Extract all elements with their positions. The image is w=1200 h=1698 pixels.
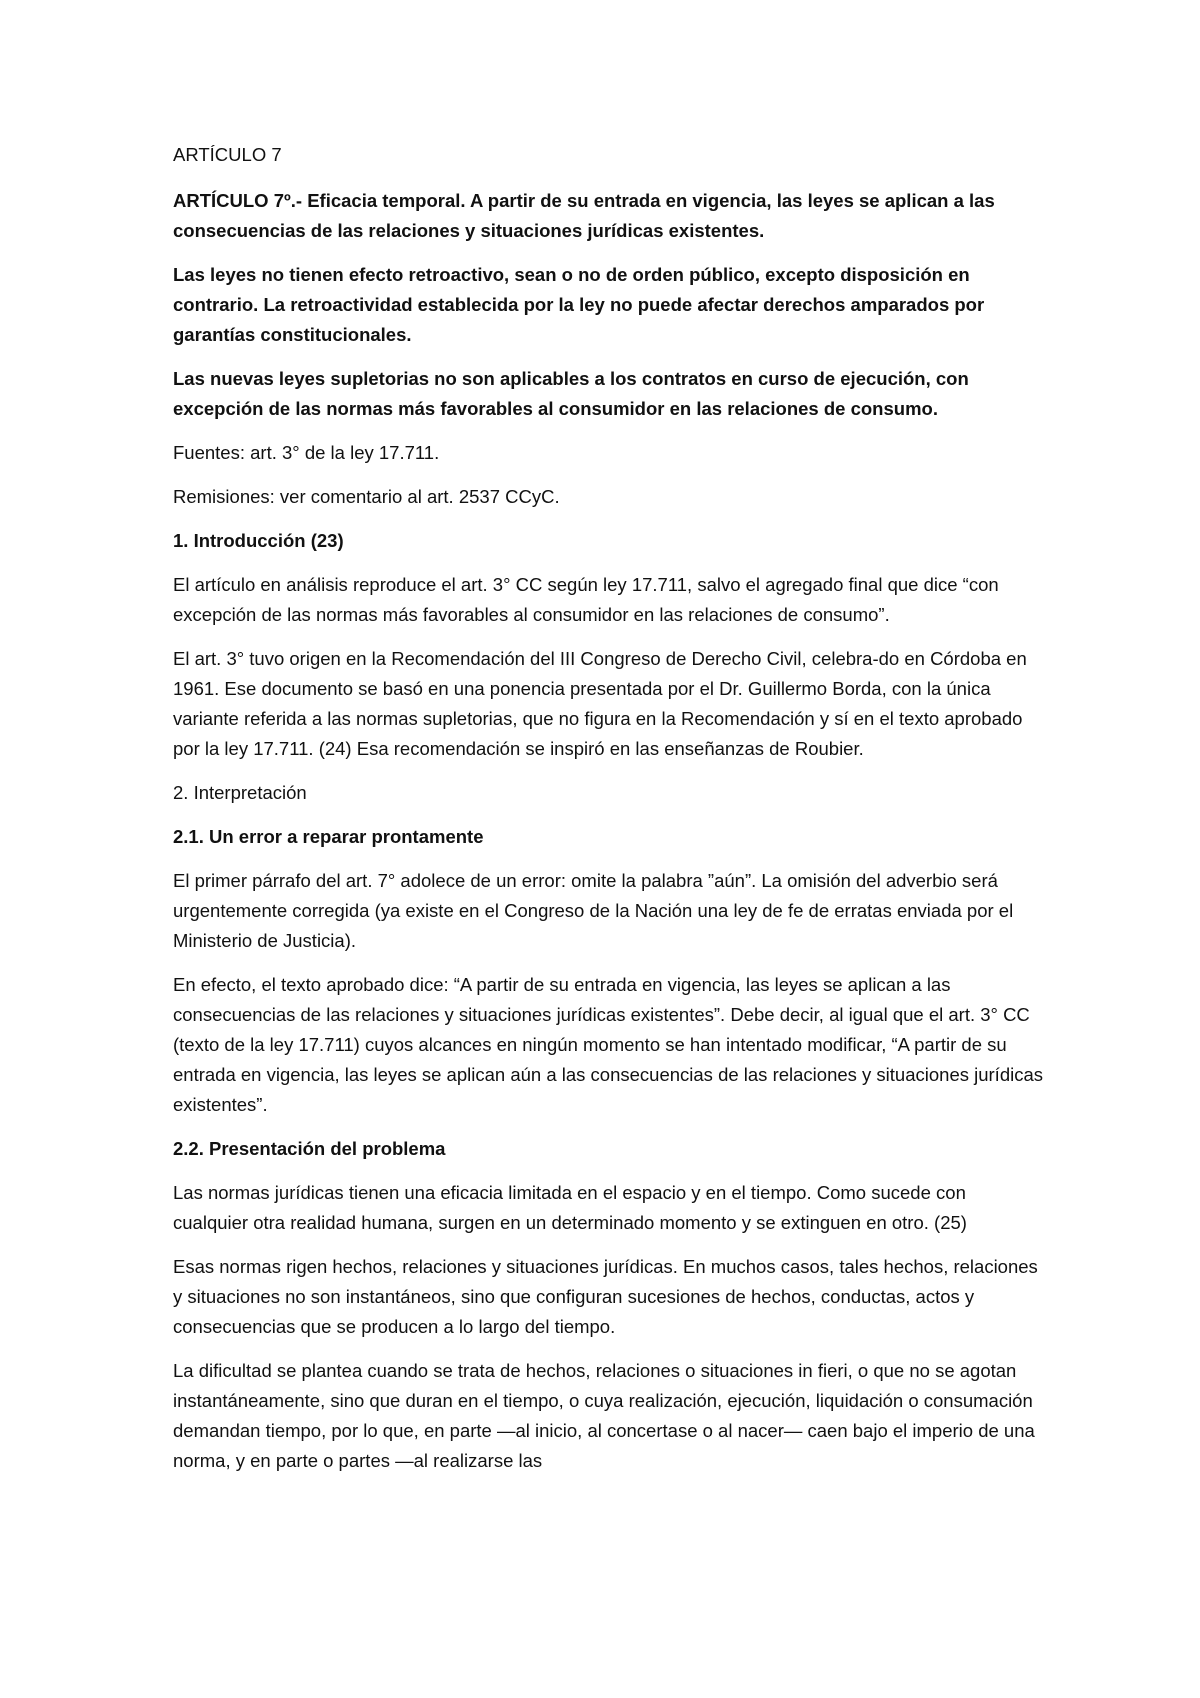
section-heading-introduccion: 1. Introducción (23) <box>173 530 344 551</box>
body-paragraph: El artículo en análisis reproduce el art. 3° CC según ley 17.711, salvo el agregado final que dice “con excepción de las normas más favorables al consumidor en las relaciones de consumo”. <box>173 574 999 625</box>
section-heading-interpretacion: 2. Interpretación <box>173 782 307 803</box>
document-title: ARTÍCULO 7 <box>173 144 282 165</box>
document-page <box>173 140 1043 1490</box>
sources-line: Fuentes: art. 3° de la ley 17.711. <box>173 442 440 463</box>
body-paragraph: En efecto, el texto aprobado dice: “A partir de su entrada en vigencia, las leyes se aplican a las consecuencias de las relaciones y situaciones jurídicas existentes”. Debe decir, al igual que el art. 3° CC (texto de la ley 17.711) cuyos alcances en ningún momento se han intentado modificar, “A partir de su entrada en vigencia, las leyes se aplican aún a las consecuencias de las relaciones y situaciones jurídicas existentes”. <box>173 974 1044 1115</box>
body-paragraph: El art. 3° tuvo origen en la Recomendación del III Congreso de Derecho Civil, celebra-do en Córdoba en 1961. Ese documento se basó en una ponencia presentada por el Dr. Guillermo Borda, con la única variante referida a las normas supletorias, que no figura en la Recomendación y sí en el texto aprobado por la ley 17.711. (24) Esa recomendación se inspiró en las enseñanzas de Roubier. <box>173 648 1027 759</box>
subsection-heading-problema: 2.2. Presentación del problema <box>173 1138 446 1159</box>
body-paragraph: El primer párrafo del art. 7° adolece de un error: omite la palabra ”aún”. La omisión del adverbio será urgentemente corregida (ya existe en el Congreso de la Nación una ley de fe de erratas enviada por el Ministerio de Justicia). <box>173 870 1014 951</box>
article-paragraph-3: Las nuevas leyes supletorias no son aplicables a los contratos en curso de ejecución, con excepción de las normas más favorables al consumidor en las relaciones de consumo. <box>173 368 969 419</box>
article-paragraph-2: Las leyes no tienen efecto retroactivo, sean o no de orden público, excepto disposición en contrario. La retroactividad establecida por la ley no puede afectar derechos amparados por garantías constitucionales. <box>173 264 985 345</box>
article-paragraph-1: ARTÍCULO 7º.- Eficacia temporal. A partir de su entrada en vigencia, las leyes se aplican a las consecuencias de las relaciones y situaciones jurídicas existentes. <box>173 190 995 241</box>
body-paragraph: Esas normas rigen hechos, relaciones y situaciones jurídicas. En muchos casos, tales hechos, relaciones y situaciones no son instantáneos, sino que configuran sucesiones de hechos, conductas, actos y consecuencias que se producen a lo largo del tiempo. <box>173 1256 1038 1337</box>
subsection-heading-error: 2.1. Un error a reparar prontamente <box>173 826 484 847</box>
body-paragraph: Las normas jurídicas tienen una eficacia limitada en el espacio y en el tiempo. Como sucede con cualquier otra realidad humana, surgen en un determinado momento y se extinguen en otro. (25) <box>173 1182 967 1233</box>
body-paragraph: La dificultad se plantea cuando se trata de hechos, relaciones o situaciones in fieri, o que no se agotan instantáneamente, sino que duran en el tiempo, o cuya realización, ejecución, liquidación o consumación demandan tiempo, por lo que, en parte —al inicio, al concertase o al nacer— caen bajo el imperio de una norma, y en parte o partes —al realizarse las <box>173 1360 1035 1471</box>
references-line: Remisiones: ver comentario al art. 2537 CCyC. <box>173 486 560 507</box>
